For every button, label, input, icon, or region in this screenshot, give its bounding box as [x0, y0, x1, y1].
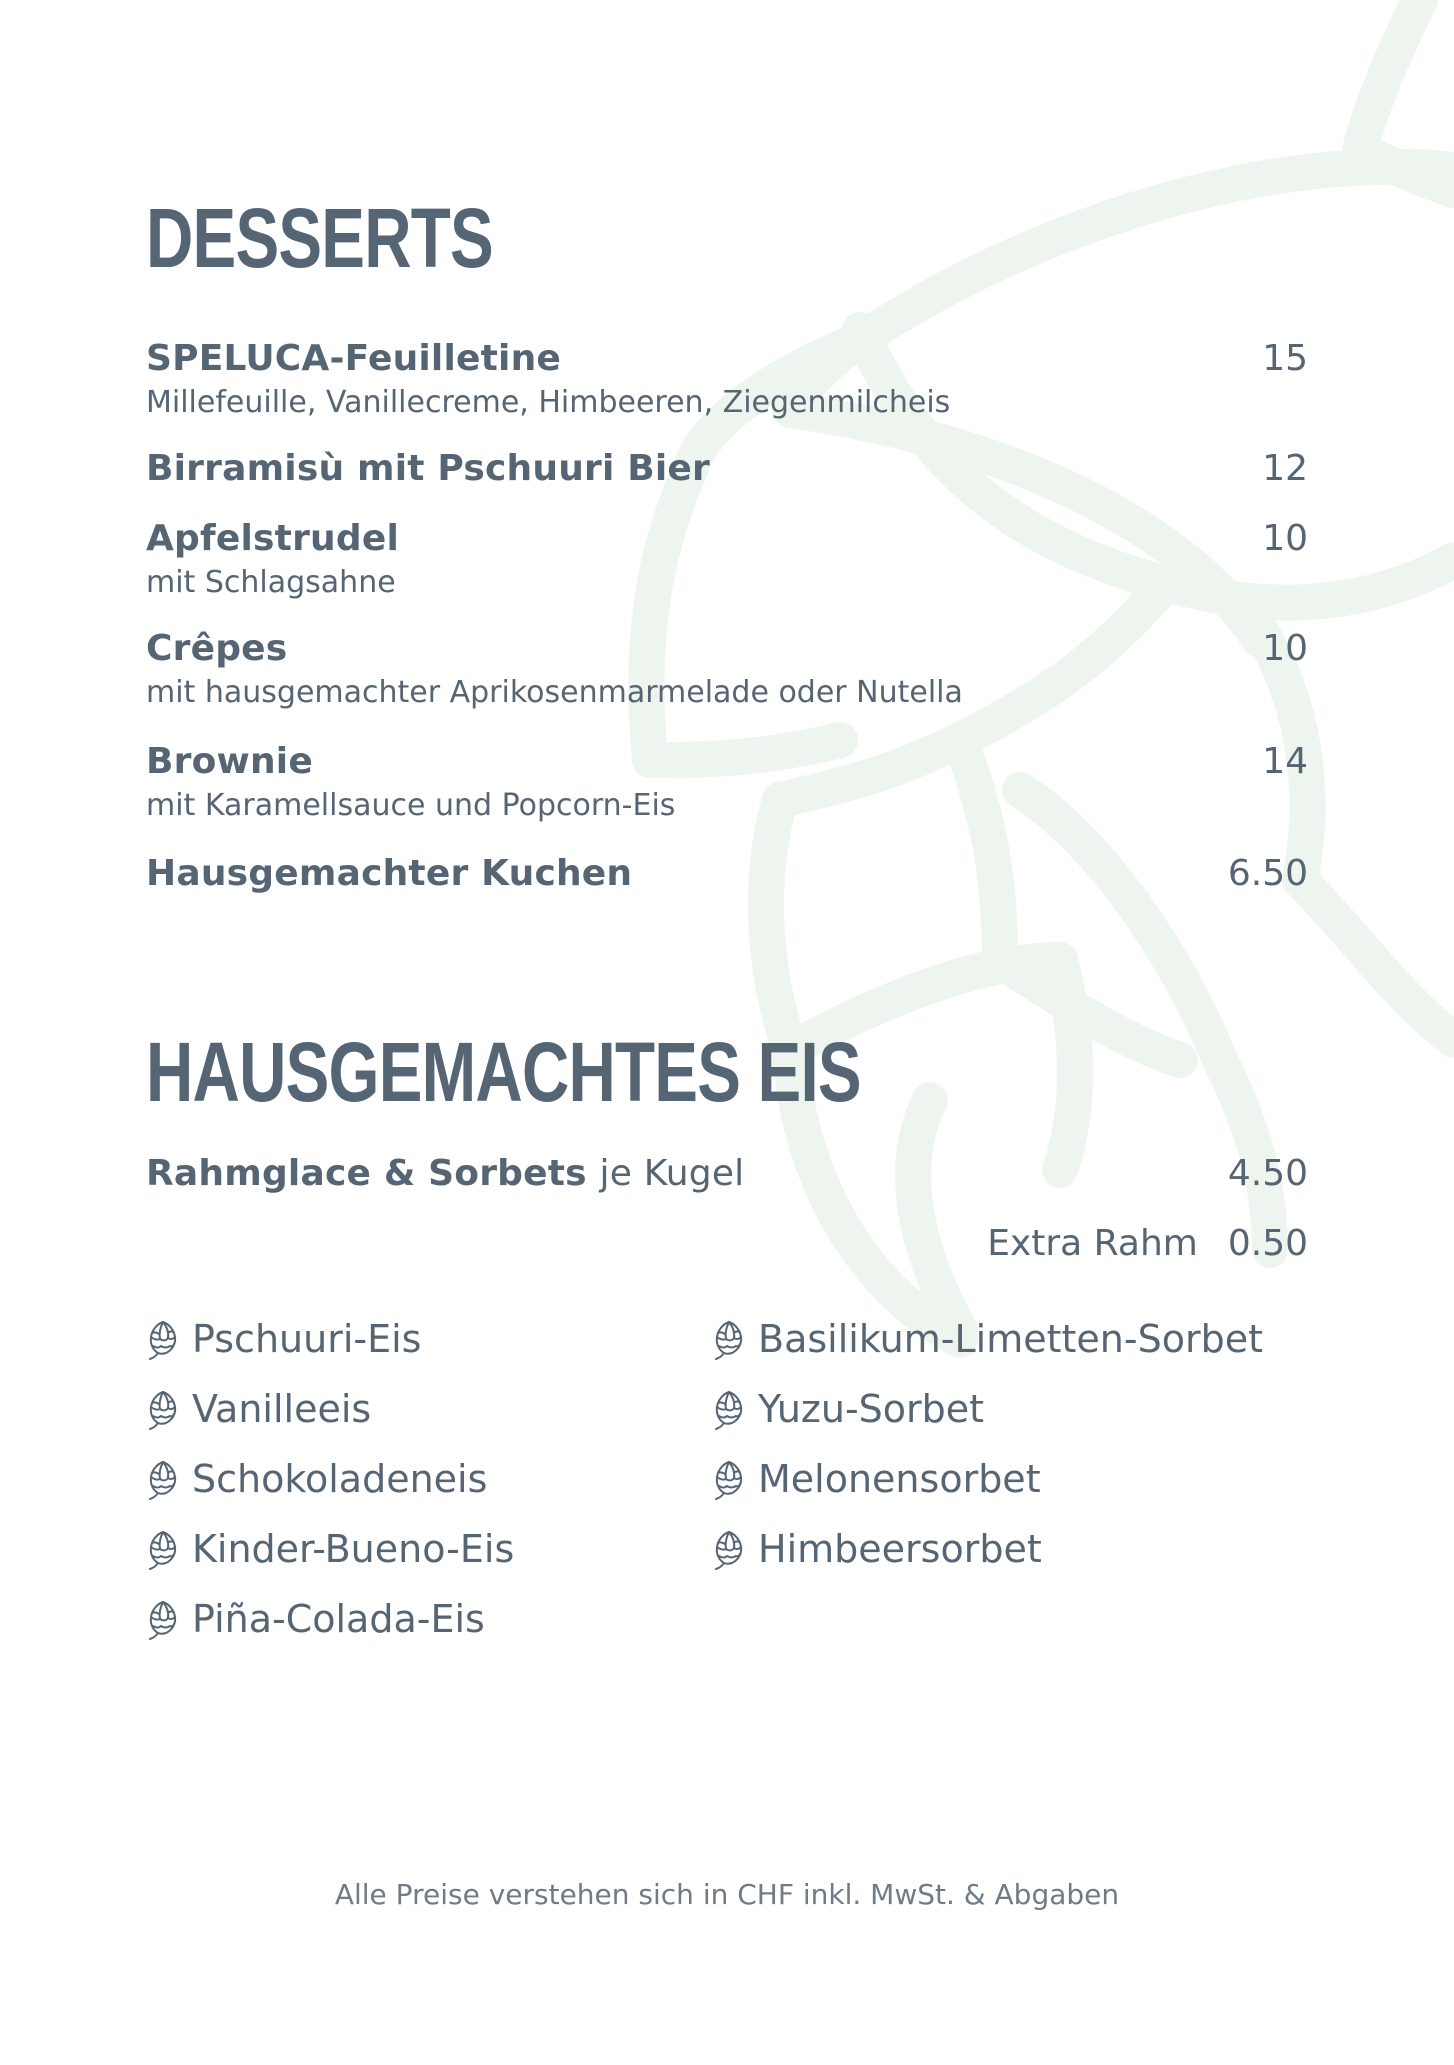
item-description: mit hausgemachter Aprikosenmarmelade oder Nutella — [146, 675, 963, 710]
hop-icon — [146, 1318, 192, 1360]
extra-cream — [987, 1223, 1308, 1264]
hop-icon — [146, 1388, 192, 1430]
item-name: Birramisù mit Pschuuri Bier — [146, 448, 710, 489]
flavor-item — [712, 1374, 1263, 1444]
flavor-label: Himbeersorbet — [758, 1527, 1042, 1571]
flavor-item — [146, 1514, 514, 1584]
item-price: 14 — [1262, 741, 1308, 782]
flavor-item — [146, 1444, 514, 1514]
hop-icon — [712, 1388, 758, 1430]
item-name: SPELUCA-Feuilletine — [146, 338, 562, 379]
flavor-label: Melonensorbet — [758, 1457, 1041, 1501]
item-price: 10 — [1262, 628, 1308, 669]
item-name: Brownie — [146, 741, 313, 782]
extra-label: Extra Rahm — [987, 1223, 1198, 1264]
ice-main-name: Rahmglace & Sorbets — [146, 1153, 587, 1194]
hop-icon — [712, 1458, 758, 1500]
flavor-item — [712, 1304, 1263, 1374]
item-price: 10 — [1262, 518, 1308, 559]
flavor-label: Basilikum-Limetten-Sorbet — [758, 1317, 1263, 1361]
flavor-list-right — [712, 1304, 1263, 1584]
menu-item — [146, 518, 1308, 600]
item-description: mit Schlagsahne — [146, 565, 396, 600]
flavor-item — [712, 1514, 1263, 1584]
flavor-label: Vanilleeis — [192, 1387, 372, 1431]
item-description: Millefeuille, Vanillecreme, Himbeeren, Ziegenmilcheis — [146, 385, 951, 420]
menu-item — [146, 448, 1308, 489]
flavor-label: Piña-Colada-Eis — [192, 1597, 485, 1641]
item-name — [146, 1153, 744, 1194]
flavor-item — [146, 1584, 514, 1654]
menu-item — [146, 1153, 1308, 1194]
item-price: 15 — [1262, 338, 1308, 379]
ice-cream-title: HAUSGEMACHTES EIS — [146, 1025, 861, 1119]
hop-icon — [146, 1458, 192, 1500]
flavor-label: Yuzu-Sorbet — [758, 1387, 985, 1431]
hop-icon — [146, 1598, 192, 1640]
flavor-label: Schokoladeneis — [192, 1457, 488, 1501]
hop-icon — [712, 1318, 758, 1360]
item-description: mit Karamellsauce und Popcorn-Eis — [146, 788, 676, 823]
flavor-label: Pschuuri-Eis — [192, 1317, 422, 1361]
item-price: 4.50 — [1227, 1153, 1308, 1194]
hop-icon — [712, 1528, 758, 1570]
item-price: 12 — [1262, 448, 1308, 489]
flavor-label: Kinder-Bueno-Eis — [192, 1527, 515, 1571]
menu-item — [146, 853, 1308, 894]
desserts-title: DESSERTS — [146, 191, 493, 285]
item-name: Apfelstrudel — [146, 518, 399, 559]
menu-item — [146, 338, 1308, 420]
item-name: Hausgemachter Kuchen — [146, 853, 633, 894]
ice-main-suffix: je Kugel — [599, 1153, 745, 1194]
flavor-item — [712, 1444, 1263, 1514]
hop-icon — [146, 1528, 192, 1570]
extra-price: 0.50 — [1227, 1223, 1308, 1264]
item-name: Crêpes — [146, 628, 288, 669]
flavor-list-left — [146, 1304, 514, 1654]
menu-item — [146, 741, 1308, 823]
price-note: Alle Preise verstehen sich in CHF inkl. MwSt. & Abgaben — [334, 1878, 1120, 1911]
item-price: 6.50 — [1227, 853, 1308, 894]
menu-item — [146, 628, 1308, 710]
flavor-item — [146, 1374, 514, 1444]
flavor-item — [146, 1304, 514, 1374]
